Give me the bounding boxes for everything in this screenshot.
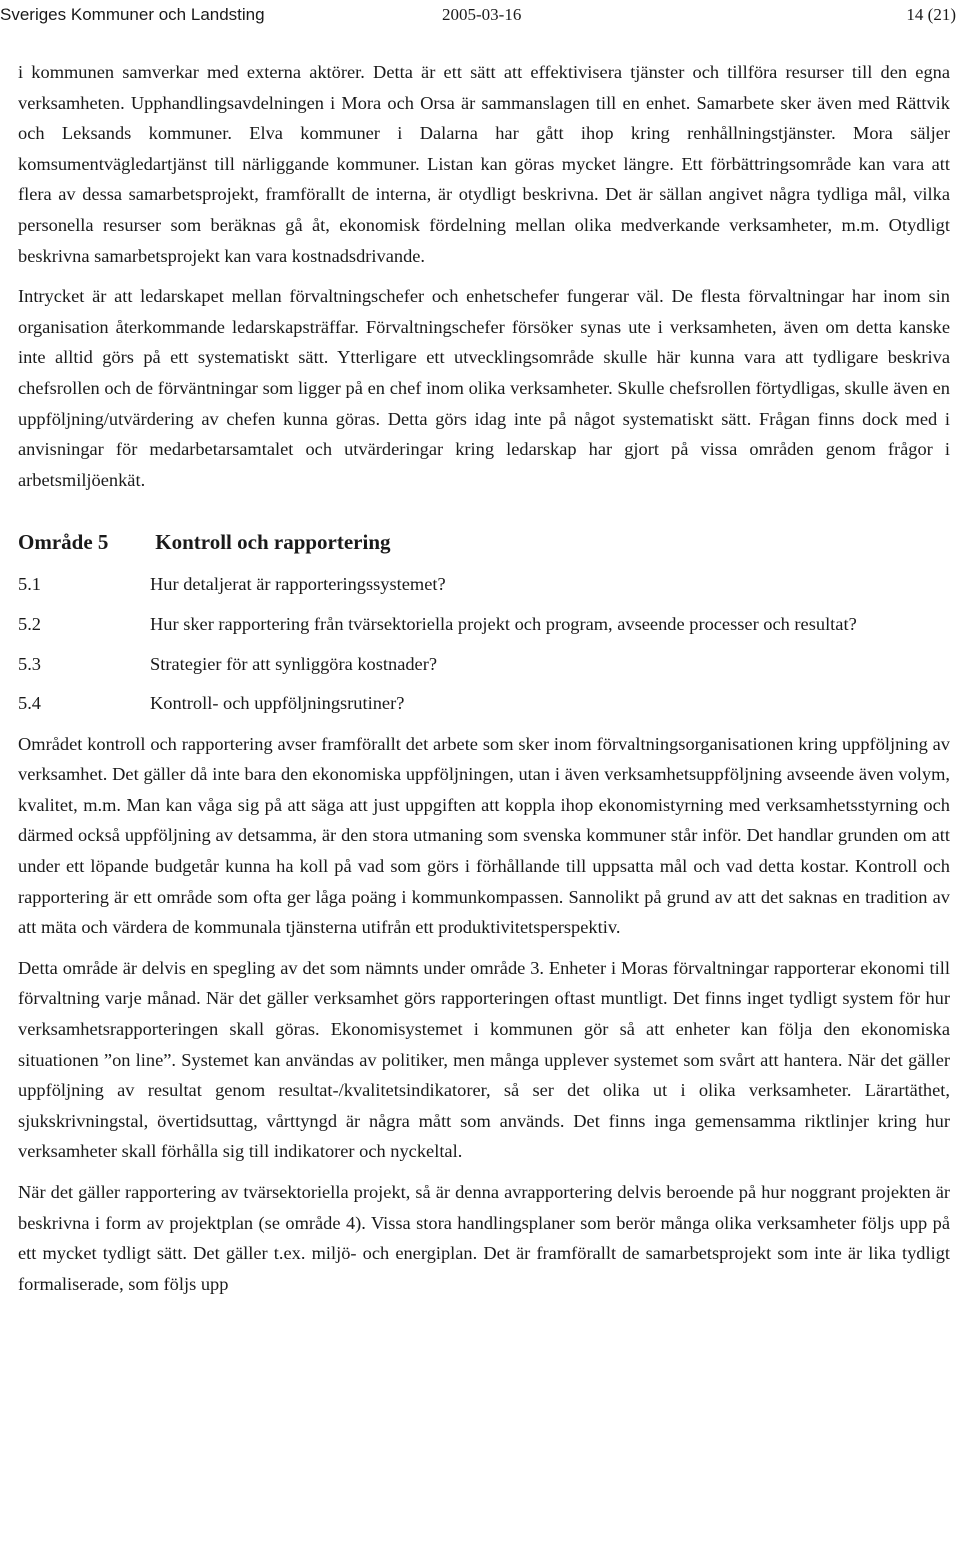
- paragraph-mora-reporting: Detta område är delvis en spegling av det som nämnts under område 3. Enheter i Moras förvaltningar rapporterar ekonomi till förvaltning varje månad. När det gäller verksamhet görs rapporteringen oftast muntligt. Det finns inget tydligt system för hur verksamhetsrapporteringen skall göras. Ekonomisystemet i kommunen gör så att enheter kan följa den ekonomiska situationen ”on line”. Systemet kan användas av politiker, men många upplever systemet som svårt att hantera. När det gäller uppföljning av resultat genom resultat-/kvalitetsindikatorer, så ser det olika ut i olika verksamheter. Lärartäthet, sjukskrivningstal, övertidsuttag, vårttyngd är några mått som används. Det finns inga gemensamma riktlinjer kring hur verksamheter skall förhålla sig till indikatorer och nyckeltal.: [18, 957, 950, 1162]
- paragraph-leadership: Intrycket är att ledarskapet mellan förvaltningschefer och enhetschefer fungerar väl. De flesta förvaltningar har inom sin organisation återkommande ledarskapsträffar. Förvaltningschefer försöker synas ute i verksamheten, även om detta kanske inte alltid görs på ett systematiskt sätt. Ytterligare ett utvecklingsområde skulle här kunna vara att tydligare beskriva chefsrollen och de förväntningar som ligger på en chef inom olika verksamheter. Skulle chefsrollen förtydligas, skulle även en uppföljning/utvärdering av chefen kunna göras. Detta görs idag inte på något systematiskt sätt. Frågan finns dock med i anvisningar för medarbetarsamtalet och utvärderingar kring ledarskap har gjort på vissa områden genom frågor i arbetsmiljöenkät.: [18, 286, 950, 490]
- section-number: Område 5: [18, 530, 109, 555]
- question-item: [18, 569, 950, 600]
- header-date: 2005-03-16: [442, 5, 522, 24]
- question-number: 5.3: [18, 653, 41, 674]
- paragraph-cross-sector-projects: När det gäller rapportering av tvärsektoriella projekt, så är denna avrapportering delvis beroende på hur noggrant projekten är beskrivna i form av projektplan (se område 4). Vissa stora handlingsplaner som berör många olika verksamheter följs upp på ett mycket tydligt sätt. Det gäller t.ex. miljö- och energiplan. Det är framförallt de samarbetsprojekt som inte är lika tydligt formaliserade, som följs upp: [18, 1182, 950, 1294]
- question-list: [18, 569, 950, 718]
- question-text: Kontroll- och uppföljningsrutiner?: [150, 693, 405, 714]
- section-title: Kontroll och rapportering: [155, 530, 391, 555]
- question-item: [18, 609, 950, 640]
- paragraph-control-reporting: Området kontroll och rapportering avser framförallt det arbete som sker inom förvaltningsorganisationen kring uppföljning av verksamhet. Det gäller då inte bara den ekonomiska uppföljningen, utan i även verksamhetsuppföljning avseende även volym, kvalitet, m.m. Man kan våga sig på att säga att just uppgiften att koppla ihop ekonomistyrning med verksamhetsstyrning och därmed också uppföljning av detsamma, är den stora utmaning som svenska kommuner står inför. Det handlar grunden om att under ett löpande budgetår kunna ha koll på vad som görs i förhållande till uppsatta mål och vad detta kostar. Kontroll och rapportering är ett område som ofta ger låga poäng i kommunkompassen. Sannolikt på grund av att det saknas en tradition av att mäta och värdera de kommunala tjänsterna utifrån ett produktivitetsperspektiv.: [18, 733, 950, 938]
- header-organization: Sveriges Kommuner och Landsting: [0, 5, 265, 24]
- question-number: 5.1: [18, 574, 41, 595]
- question-text: Strategier för att synliggöra kostnader?: [150, 653, 438, 674]
- question-item: [18, 688, 950, 719]
- header-page-number: 14 (21): [906, 5, 956, 24]
- question-item: [18, 649, 950, 680]
- document-body: [18, 57, 950, 1299]
- question-number: 5.2: [18, 613, 41, 634]
- page-header: [0, 0, 960, 30]
- paragraph-cooperation: i kommunen samverkar med externa aktörer. Detta är ett sätt att effektivisera tjänster och tillföra resurser till den egna verksamheten. Upphandlingsavdelningen i Mora och Orsa är sammanslagen till en enhet. Samarbete sker även med Rättvik och Leksands kommuner. Elva kommuner i Dalarna har gått ihop kring renhållningstjänster. Mora säljer komsumentvägledartjänst till närliggande kommuner. Listan kan göras mycket längre. Ett förbättringsområde kan vara att flera av dessa samarbetsprojekt, framförallt de interna, är otydligt beskrivna. Det är sällan angivet några tydliga mål, vilka personella resurser som beräknas gå åt, ekonomisk fördelning mellan olika medverkande verksamheter, m.m. Otydligt beskrivna samarbetsprojekt kan vara kostnadsdrivande.: [18, 62, 950, 266]
- question-number: 5.4: [18, 693, 41, 714]
- question-text: Hur sker rapportering från tvärsektoriella projekt och program, avseende processer och resultat?: [150, 613, 857, 634]
- question-text: Hur detaljerat är rapporteringssystemet?: [150, 574, 446, 595]
- section-heading: [18, 527, 950, 557]
